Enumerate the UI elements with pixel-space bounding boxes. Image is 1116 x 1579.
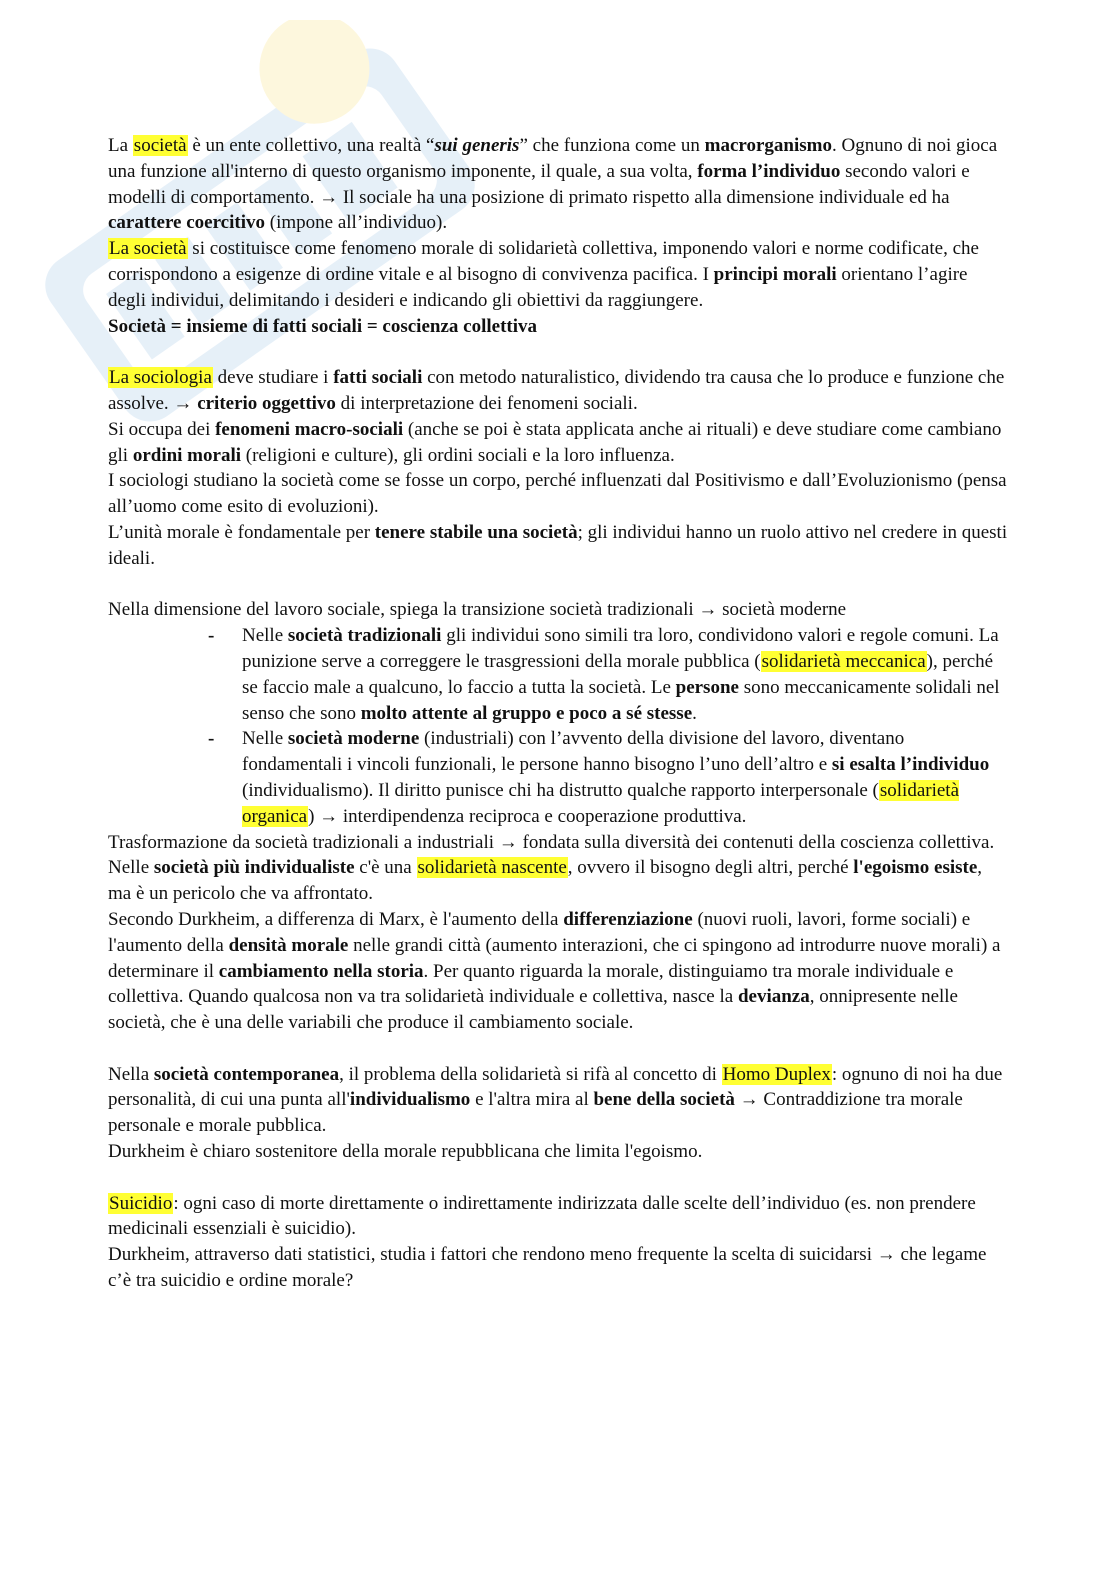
text: (impone all’individuo). [265, 212, 448, 234]
bold-term: società tradizionali [287, 625, 442, 647]
text: Durkheim, attraverso dati statistici, studia i fattori che rendono meno frequente la scelta di suicidarsi → che legame c’è tra suicidio e ordine morale? [108, 1244, 987, 1292]
text: ” che funziona come un [519, 135, 705, 156]
bold-term: macrorganismo [704, 135, 832, 156]
highlight: società [133, 135, 187, 156]
paragraph-durkheim-marx [108, 907, 1008, 1036]
text: , onnipresente nelle società, che è una delle variabili che produce il cambiamento sociale. [108, 986, 958, 1034]
text: di interpretazione dei fenomeni sociali. [335, 392, 638, 414]
bold-term: tenere stabile una società [374, 521, 578, 543]
paragraph-dati-statistici [108, 1242, 1008, 1294]
text: (nuovi ruoli, lavori, forme sociali) e l'aumento della [108, 908, 971, 956]
text: Secondo Durkheim, a differenza di Marx, è l'aumento della [108, 908, 564, 930]
bold-term: carattere coercitivo [108, 212, 266, 234]
bold-term: principi morali [713, 263, 837, 285]
paragraph-definition [108, 314, 1008, 340]
bold-term: società più individualiste [153, 857, 355, 879]
text: (anche se poi è stata applicata anche ai rituali) e deve studiare come cambiano gli [108, 418, 1002, 466]
paragraph-contemporanea [108, 1062, 1008, 1139]
text: secondo valori e modelli di comportamento. → Il sociale ha una posizione di primato rispetto alla dimensione individuale ed ha [108, 160, 970, 208]
bold-term: criterio oggettivo [197, 392, 336, 414]
bold-term: densità morale [228, 934, 349, 956]
paragraph-fenomeno-morale [108, 236, 1008, 313]
text: (religioni e culture), gli ordini sociali e la loro influenza. [241, 444, 675, 466]
text: sono meccanicamente solidali nel senso che sono [242, 676, 1000, 724]
text: (industriali) con l’avvento della divisione del lavoro, diventano fondamentali i vincoli funzionali, le persone hanno bisogno l’uno dell’altro e [242, 728, 905, 776]
text: deve studiare i [212, 367, 334, 389]
bold-term: differenziazione [563, 908, 693, 930]
bold-term: molto attente al gruppo e poco a sé stesse [360, 702, 693, 724]
highlight: Homo Duplex [722, 1063, 831, 1085]
bold-term: l'egoismo esiste [853, 857, 978, 879]
highlight: solidarietà meccanica [761, 650, 926, 672]
list-item [108, 623, 1008, 726]
text: (individualismo). Il diritto punisce chi ha distrutto qualche rapporto interpersonale ( [242, 779, 879, 801]
text: con metodo naturalistico, dividendo tra causa che lo produce e funzione che assolve. → [108, 367, 1005, 414]
text: Nella [108, 1063, 154, 1085]
text: → Contraddizione tra morale personale e morale pubblica. [108, 1089, 963, 1137]
highlight: solidarietà organica [242, 779, 960, 827]
bold-term: individualismo [349, 1089, 471, 1111]
text: ; gli individui hanno un ruolo attivo nel credere in questi ideali. [108, 521, 1008, 569]
paragraph-lavoro-sociale [108, 597, 1008, 623]
text: gli individui sono simili tra loro, condividono valori e regole comuni. La punizione serve a correggere le trasgressioni della morale pubblica ( [242, 625, 999, 672]
text: : ognuno di noi ha due personalità, di cui una punta all' [108, 1063, 1003, 1111]
text: Nelle [108, 857, 154, 879]
document-body [108, 133, 1008, 1294]
text: , il problema della solidarietà si rifà al concetto di [339, 1063, 722, 1085]
text: . Ognuno di noi gioca una funzione all'interno di questo organismo imponente, il quale, a sua volta, [108, 135, 998, 182]
text: Si occupa dei [108, 418, 216, 440]
text: : ogni caso di morte direttamente o indirettamente indirizzata dalle scelte dell’individuo (es. non prendere medicinali essenziali è suicidio). [108, 1192, 976, 1240]
paragraph-gap [108, 1036, 1008, 1062]
bold-term: forma l’individuo [697, 160, 841, 182]
text: ), perché se faccio male a qualcuno, lo faccio a tutta la società. Le [242, 650, 994, 698]
text: Nella dimensione del lavoro sociale, spiega la transizione società tradizionali → società moderne [108, 599, 847, 621]
text: , ovvero il bisogno degli altri, perché [567, 857, 854, 879]
paragraph-individualiste [108, 855, 1008, 907]
highlight: solidarietà nascente [417, 857, 567, 879]
paragraph-morale-repubblicana [108, 1139, 1008, 1165]
bold-term: ordini morali [132, 444, 242, 466]
bold-term: fatti sociali [333, 367, 423, 389]
bold-term: fenomeni macro-sociali [215, 418, 404, 440]
bold-term: persone [675, 676, 739, 698]
bold-term: devianza [737, 986, 810, 1008]
text: nelle grandi città (aumento interazioni, che ci spingono ad introdurre nuove morali) a determinare il [108, 934, 1001, 982]
bold-term: società contemporanea [153, 1063, 340, 1085]
paragraph-gap [108, 572, 1008, 598]
highlight: La sociologia [109, 367, 212, 389]
italic-term: sui generis [434, 135, 520, 156]
text: I sociologi studiano la società come se fosse un corpo, perché influenzati dal Positivismo e dall’Evoluzionismo (pensa all’uomo come esito di evoluzioni). [108, 470, 1007, 518]
paragraph-gap [108, 1165, 1008, 1191]
highlight: La società [109, 238, 187, 260]
text: Nelle [242, 728, 288, 750]
bullet-list [108, 623, 1008, 829]
bold-term: si esalta l’individuo [831, 754, 990, 776]
paragraph-societa [108, 133, 1008, 236]
bullet-dash: - [208, 728, 215, 750]
text: L’unità morale è fondamentale per [108, 521, 375, 543]
paragraph-unita-morale [108, 520, 1008, 572]
list-item [108, 726, 1008, 829]
bold-term: società moderne [287, 728, 420, 750]
text: . Per quanto riguarda la morale, distinguiamo tra morale individuale e collettiva. Quando qualcosa non va tra solidarietà individuale e collettiva, nasce la [108, 960, 954, 1008]
bold-term: Società = insieme di fatti sociali = coscienza collettiva [108, 315, 538, 337]
paragraph-trasformazione [108, 830, 1008, 856]
text: Trasformazione da società tradizionali a industriali → fondata sulla diversità dei contenuti della coscienza collettiva. [108, 831, 995, 853]
text: . [692, 702, 697, 724]
text: e l'altra mira al [470, 1089, 594, 1111]
paragraph-sociologi [108, 468, 1008, 520]
paragraph-sociologia [108, 365, 1008, 417]
text: , ma è un pericolo che va affrontato. [108, 857, 983, 905]
text: Nelle [242, 625, 288, 647]
text: La [108, 135, 133, 156]
paragraph-suicidio [108, 1191, 1008, 1243]
highlight: Suicidio [109, 1192, 173, 1214]
text: è un ente collettivo, una realtà “ [187, 135, 435, 156]
bold-term: bene della società [593, 1089, 735, 1111]
text: Durkheim è chiaro sostenitore della morale repubblicana che limita l'egoismo. [108, 1141, 703, 1163]
bold-term: cambiamento nella storia [218, 960, 424, 982]
text: si costituisce come fenomeno morale di solidarietà collettiva, imponendo valori e norme codificate, che corrispondono a esigenze di ordine vitale e al bisogno di convivenza pacifica. I [108, 238, 979, 285]
paragraph-gap [108, 339, 1008, 365]
text: ) → interdipendenza reciproca e cooperazione produttiva. [308, 805, 747, 827]
text: c'è una [354, 857, 417, 879]
bullet-dash: - [208, 625, 215, 647]
text: orientano l’agire degli individui, delimitando i desideri e indicando gli obiettivi da raggiungere. [108, 263, 968, 311]
paragraph-macro-sociali [108, 417, 1008, 469]
